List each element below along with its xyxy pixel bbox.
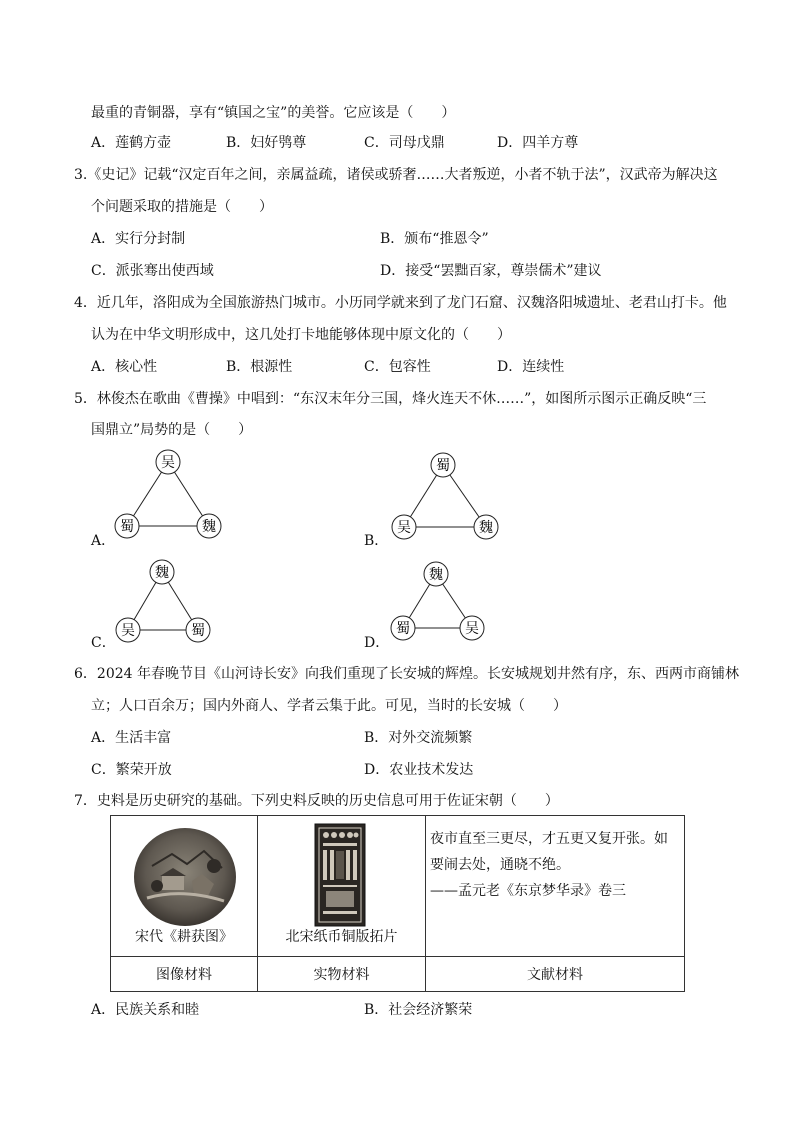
node-left: 吴 bbox=[121, 623, 135, 639]
node-left: 吴 bbox=[397, 520, 411, 536]
option-c[interactable]: C．派张骞出使西域 bbox=[91, 263, 214, 279]
option-b[interactable]: B．颁布“推恩令” bbox=[380, 231, 489, 247]
node-top: 蜀 bbox=[436, 458, 450, 474]
option-d[interactable]: D．四羊方尊 bbox=[497, 135, 579, 151]
option-a[interactable]: A．民族关系和睦 bbox=[91, 1002, 200, 1018]
question-5-text-cont: 国鼎立”局势的是（ ） bbox=[91, 422, 253, 438]
node-left: 蜀 bbox=[396, 621, 410, 637]
banknote-rubbing-image bbox=[314, 823, 366, 927]
image-material-cell bbox=[111, 816, 258, 957]
type-label: 文献材料 bbox=[426, 957, 685, 992]
option-d-label[interactable]: D． bbox=[364, 635, 390, 651]
node-right: 魏 bbox=[479, 520, 493, 536]
node-right: 吴 bbox=[465, 621, 479, 637]
node-top: 魏 bbox=[429, 567, 443, 583]
question-4-text-cont: 认为在中华文明形成中，这几处打卡地能够体现中原文化的（ ） bbox=[91, 327, 511, 343]
option-b[interactable]: B．对外交流频繁 bbox=[364, 730, 473, 746]
question-6-text-cont: 立；人口百余万；国内外商人、学者云集于此。可见，当时的长安城（ ） bbox=[91, 698, 567, 714]
question-6-text: 6．2024 年春晚节目《山河诗长安》向我们重现了长安城的辉煌。长安城规划井然有序，东、西两市商铺林 bbox=[74, 666, 739, 682]
question-3-text-cont: 个问题采取的措施是（ ） bbox=[91, 199, 273, 215]
option-a-label[interactable]: A． bbox=[91, 533, 116, 549]
option-c[interactable]: C．司母戊鼎 bbox=[364, 135, 445, 151]
object-caption: 北宋纸币铜版拓片 bbox=[285, 929, 398, 945]
option-d[interactable]: D．接受“罢黜百家，尊崇儒术”建议 bbox=[380, 263, 602, 279]
question-5-text: 5．林俊杰在歌曲《曹操》中唱到：“东汉末年分三国，烽火连天不休……”，如图所示图示正确反映“三 bbox=[74, 391, 707, 407]
question-4-text: 4．近几年，洛阳成为全国旅游热门城市。小历同学就来到了龙门石窟、汉魏洛阳城遗址、老君山打卡。他 bbox=[74, 295, 727, 311]
node-top: 魏 bbox=[155, 565, 169, 581]
text-excerpt: 夜市直至三更尽，才五更又复开张。如要闹去处，通晓不绝。 bbox=[430, 831, 668, 873]
node-left: 蜀 bbox=[120, 519, 134, 535]
option-d[interactable]: D．农业技术发达 bbox=[364, 762, 474, 778]
option-b-label[interactable]: B． bbox=[364, 533, 389, 549]
option-a[interactable]: A．实行分封制 bbox=[91, 231, 186, 247]
painting-image bbox=[132, 826, 238, 928]
question-text: 最重的青铜器，享有“镇国之宝”的美誉。它应该是（ ） bbox=[91, 105, 456, 121]
option-c-label[interactable]: C． bbox=[91, 635, 116, 651]
triangle-diagram-d[interactable] bbox=[388, 560, 498, 650]
option-b[interactable]: B．社会经济繁荣 bbox=[364, 1002, 473, 1018]
object-material-cell bbox=[258, 816, 426, 957]
option-b[interactable]: B．妇好鸮尊 bbox=[226, 135, 307, 151]
triangle-diagram-a[interactable] bbox=[110, 448, 240, 548]
option-c[interactable]: C．繁荣开放 bbox=[91, 762, 172, 778]
option-a[interactable]: A．莲鹤方壶 bbox=[91, 135, 172, 151]
option-d[interactable]: D．连续性 bbox=[497, 359, 565, 375]
image-caption: 宋代《耕获图》 bbox=[135, 929, 233, 945]
node-top: 吴 bbox=[161, 455, 175, 471]
option-b[interactable]: B．根源性 bbox=[226, 359, 293, 375]
node-right: 蜀 bbox=[191, 623, 205, 639]
type-label: 实物材料 bbox=[258, 957, 426, 992]
text-material-cell bbox=[426, 816, 685, 957]
triangle-diagram-b[interactable] bbox=[390, 448, 520, 548]
text-source: ——孟元老《东京梦华录》卷三 bbox=[430, 883, 626, 899]
option-a[interactable]: A．生活丰富 bbox=[91, 730, 172, 746]
question-3-text: 3.《史记》记载“汉定百年之间，亲属益疏，诸侯或骄奢……大者叛逆，小者不轨于法”，汉武帝为解决这 bbox=[74, 167, 718, 183]
source-material-table bbox=[110, 815, 685, 992]
type-label: 图像材料 bbox=[111, 957, 258, 992]
triangle-diagram-c[interactable] bbox=[112, 558, 222, 648]
node-right: 魏 bbox=[202, 519, 216, 535]
question-7-text: 7．史料是历史研究的基础。下列史料反映的历史信息可用于佐证宋朝（ ） bbox=[74, 793, 559, 809]
option-c[interactable]: C．包容性 bbox=[364, 359, 431, 375]
option-a[interactable]: A．核心性 bbox=[91, 359, 158, 375]
